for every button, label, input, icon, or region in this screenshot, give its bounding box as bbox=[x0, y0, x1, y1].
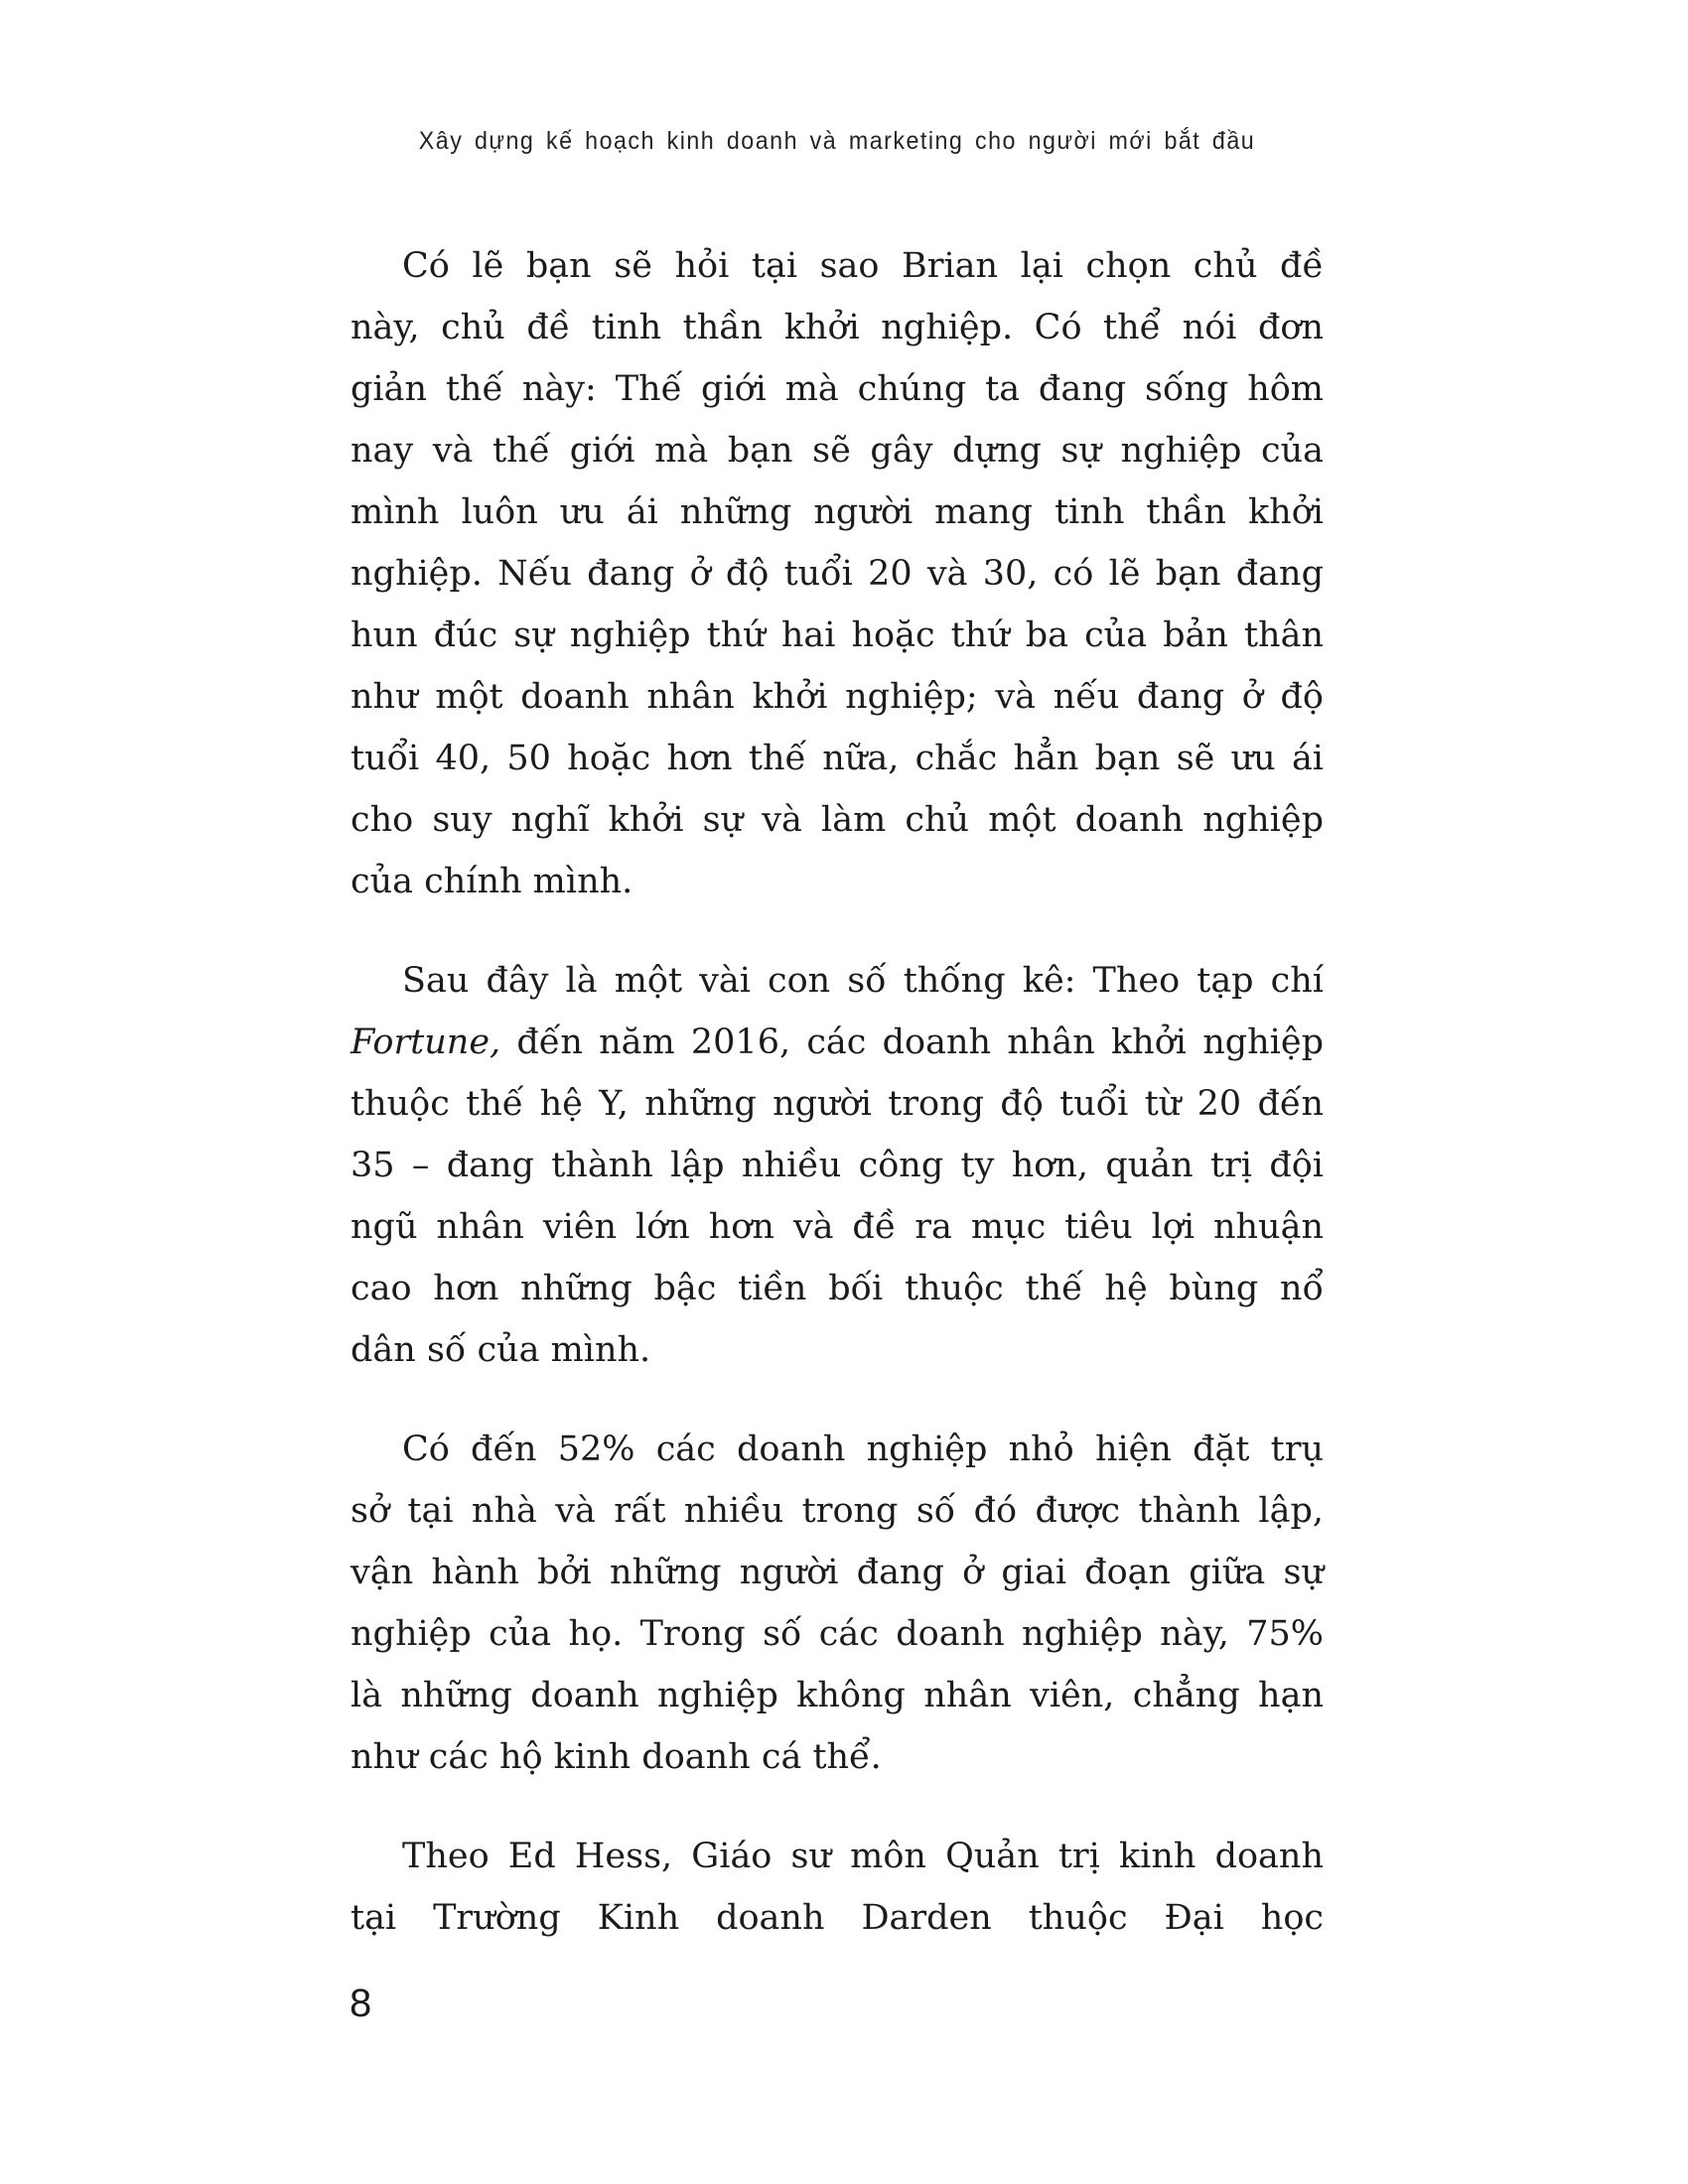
paragraph-4 bbox=[351, 1826, 1324, 1949]
text-line: như một doanh nhân khởi nghiệp; và nếu đang ở độ bbox=[351, 677, 1324, 717]
paragraph-1 bbox=[351, 235, 1324, 912]
text-line: nghiệp của họ. Trong số các doanh nghiệp này, 75% bbox=[351, 1614, 1324, 1654]
text-line: vận hành bởi những người đang ở giai đoạn giữa sự bbox=[351, 1553, 1324, 1592]
text-line: Có lẽ bạn sẽ hỏi tại sao Brian lại chọn chủ đề bbox=[402, 246, 1324, 286]
paragraph-3 bbox=[351, 1419, 1324, 1788]
text-line: ngũ nhân viên lớn hơn và đề ra mục tiêu lợi nhuận bbox=[351, 1207, 1324, 1247]
text-line: nghiệp. Nếu đang ở độ tuổi 20 và 30, có lẽ bạn đang bbox=[351, 554, 1324, 594]
text-line: cao hơn những bậc tiền bối thuộc thế hệ bùng nổ bbox=[351, 1269, 1324, 1308]
running-header: Xây dựng kế hoạch kinh doanh và marketing cho người mới bắt đầu bbox=[418, 127, 1256, 155]
text-line: là những doanh nghiệp không nhân viên, chẳng hạn bbox=[351, 1676, 1324, 1715]
text-line: sở tại nhà và rất nhiều trong số đó được thành lập, bbox=[351, 1491, 1324, 1531]
text-line: tại Trường Kinh doanh Darden thuộc Đại học bbox=[351, 1898, 1324, 1938]
text-line: này, chủ đề tinh thần khởi nghiệp. Có thể nói đơn bbox=[351, 308, 1324, 347]
text-line: nay và thế giới mà bạn sẽ gây dựng sự nghiệp của bbox=[351, 431, 1324, 471]
italic-magazine-title: Fortune, bbox=[351, 1023, 501, 1062]
paragraph-2 bbox=[351, 950, 1324, 1381]
text-line: cho suy nghĩ khởi sự và làm chủ một doanh nghiệp bbox=[351, 800, 1324, 840]
text-line: dân số của mình. bbox=[351, 1330, 651, 1370]
text-line: giản thế này: Thế giới mà chúng ta đang sống hôm bbox=[351, 369, 1324, 409]
text-line: Có đến 52% các doanh nghiệp nhỏ hiện đặt trụ bbox=[402, 1430, 1324, 1469]
text-line: tuổi 40, 50 hoặc hơn thế nữa, chắc hẳn bạn sẽ ưu ái bbox=[351, 739, 1324, 778]
text-line: 35 – đang thành lập nhiều công ty hơn, quản trị đội bbox=[351, 1146, 1324, 1185]
page-number: 8 bbox=[350, 1981, 372, 2025]
page-body bbox=[351, 235, 1324, 1986]
text-segment: đến năm 2016, các doanh nhân khởi nghiệp bbox=[500, 1023, 1324, 1062]
text-line: Sau đây là một vài con số thống kê: Theo tạp chí bbox=[402, 961, 1324, 1001]
text-line: thuộc thế hệ Y, những người trong độ tuổi từ 20 đến bbox=[351, 1084, 1324, 1124]
text-line: của chính mình. bbox=[351, 862, 633, 901]
text-line bbox=[351, 1012, 1324, 1073]
text-line: như các hộ kinh doanh cá thể. bbox=[351, 1737, 882, 1777]
text-line: hun đúc sự nghiệp thứ hai hoặc thứ ba của bản thân bbox=[351, 615, 1324, 655]
text-line: mình luôn ưu ái những người mang tinh thần khởi bbox=[351, 492, 1324, 532]
text-line: Theo Ed Hess, Giáo sư môn Quản trị kinh doanh bbox=[402, 1837, 1324, 1876]
